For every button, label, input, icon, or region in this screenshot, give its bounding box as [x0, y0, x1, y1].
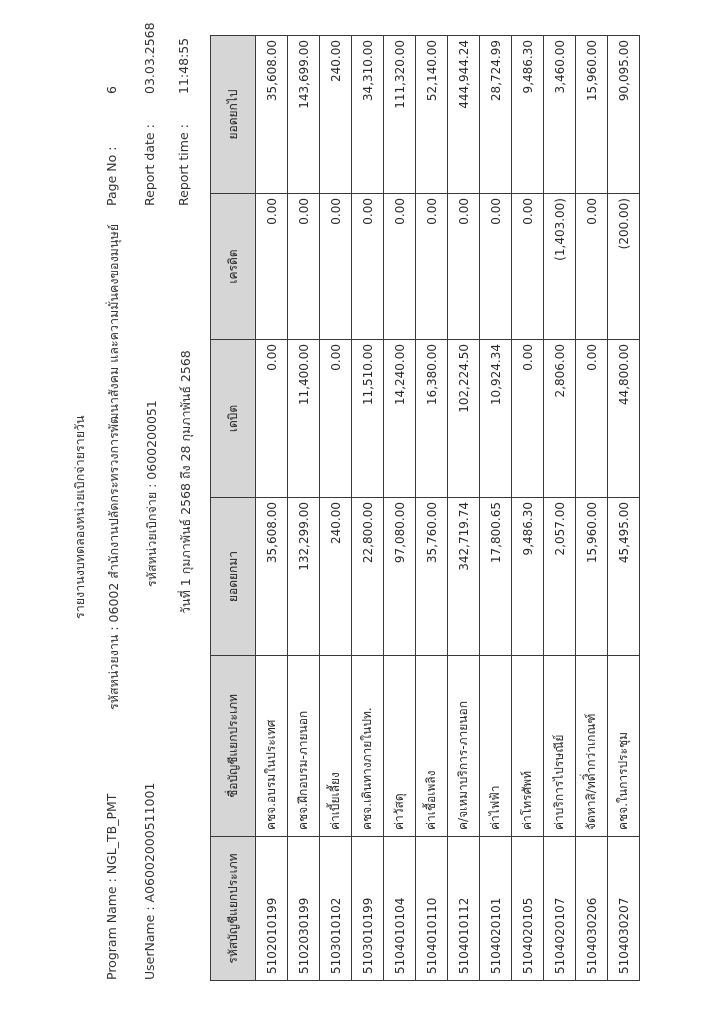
debit-cell: 44,800.00	[608, 340, 640, 498]
page-no-value: 6	[104, 86, 119, 94]
carried-forward-cell: 3,460.00	[544, 36, 576, 194]
account-code-cell: 5103010102	[320, 837, 352, 981]
debit-cell: 11,400.00	[288, 340, 320, 498]
account-name-cell: ค่าเบี้ยเลี้ยง	[320, 656, 352, 837]
brought-forward-cell: 22,800.00	[352, 498, 384, 656]
account-name-cell: คชจ.ในการประชุม	[608, 656, 640, 837]
account-code-cell: 5104010110	[416, 837, 448, 981]
page-no-label: Page No :	[104, 146, 119, 206]
brought-forward-cell: 97,080.00	[384, 498, 416, 656]
credit-cell: 0.00	[288, 194, 320, 340]
debit-cell: 2,806.00	[544, 340, 576, 498]
disbursement-unit: รหัสหน่วยเบิกจ่าย : 0600200051	[144, 400, 159, 587]
carried-forward-cell: 444,944.24	[448, 36, 480, 194]
table-row	[320, 36, 352, 981]
credit-cell: 0.00	[416, 194, 448, 340]
column-header-credit: เครดิต	[211, 194, 256, 340]
account-name-cell: ค่าไฟฟ้า	[480, 656, 512, 837]
account-code-cell: 5104030207	[608, 837, 640, 981]
brought-forward-cell: 35,608.00	[256, 498, 288, 656]
carried-forward-cell: 28,724.99	[480, 36, 512, 194]
credit-cell: 0.00	[256, 194, 288, 340]
brought-forward-cell: 35,760.00	[416, 498, 448, 656]
debit-cell: 0.00	[256, 340, 288, 498]
report-date-value: 03.03.2568	[142, 22, 157, 94]
brought-forward-cell: 15,960.00	[576, 498, 608, 656]
brought-forward-cell: 342,719.74	[448, 498, 480, 656]
trial-balance-table	[210, 35, 640, 981]
carried-forward-cell: 90,095.00	[608, 36, 640, 194]
credit-cell: (1,403.00)	[544, 194, 576, 340]
account-name-cell: คชจ.ฝึกอบรม-ภายนอก	[288, 656, 320, 837]
report-time-label: Report time :	[176, 124, 191, 206]
credit-cell: (200.00)	[608, 194, 640, 340]
table-row	[608, 36, 640, 981]
account-name-cell: ค่าเชื้อเพลิง	[416, 656, 448, 837]
report-date-label: Report date :	[142, 124, 157, 206]
account-code-cell: 5102010199	[256, 837, 288, 981]
report-title: รายงานงบทดลองหน่วยเบิกจ่ายรายวัน	[72, 415, 87, 619]
debit-cell: 16,380.00	[416, 340, 448, 498]
table-row	[544, 36, 576, 981]
account-name-cell: ค/จเหมาบริการ-ภายนอก	[448, 656, 480, 837]
debit-cell: 0.00	[320, 340, 352, 498]
table-row	[512, 36, 544, 981]
account-name-cell: ค่าโทรศัพท์	[512, 656, 544, 837]
debit-cell: 0.00	[512, 340, 544, 498]
carried-forward-cell: 34,310.00	[352, 36, 384, 194]
debit-cell: 0.00	[576, 340, 608, 498]
carried-forward-cell: 143,699.00	[288, 36, 320, 194]
agency-code: รหัสหน่วยงาน : 06002 สำนักงานปลัดกระทรวงการพัฒนาสังคม และความมั่นคงของมนุษย์	[106, 223, 121, 710]
account-code-cell: 5104020105	[512, 837, 544, 981]
column-header-account-name: ชื่อบัญชีแยกประเภท	[211, 656, 256, 837]
report-time-value: 11:48:55	[176, 37, 191, 94]
report-period: วันที่ 1 กุมภาพันธ์ 2568 ถึง 28 กุมภาพันธ์ 2568	[178, 350, 193, 614]
table-row	[352, 36, 384, 981]
brought-forward-cell: 240.00	[320, 498, 352, 656]
carried-forward-cell: 9,486.30	[512, 36, 544, 194]
program-name: Program Name : NGL_TB_PMT	[104, 793, 119, 980]
account-code-cell: 5104030206	[576, 837, 608, 981]
credit-cell: 0.00	[480, 194, 512, 340]
credit-cell: 0.00	[352, 194, 384, 340]
debit-cell: 14,240.00	[384, 340, 416, 498]
carried-forward-cell: 15,960.00	[576, 36, 608, 194]
debit-cell: 102,224.50	[448, 340, 480, 498]
account-code-cell: 5102030199	[288, 837, 320, 981]
brought-forward-cell: 132,299.00	[288, 498, 320, 656]
debit-cell: 11,510.00	[352, 340, 384, 498]
account-code-cell: 5103010199	[352, 837, 384, 981]
account-code-cell: 5104010112	[448, 837, 480, 981]
credit-cell: 0.00	[384, 194, 416, 340]
brought-forward-cell: 17,800.65	[480, 498, 512, 656]
brought-forward-cell: 9,486.30	[512, 498, 544, 656]
table-row	[416, 36, 448, 981]
carried-forward-cell: 35,608.00	[256, 36, 288, 194]
table-row	[576, 36, 608, 981]
account-name-cell: ค่าบริการไปรษณีย์	[544, 656, 576, 837]
column-header-account-code: รหัสบัญชีแยกประเภท	[211, 837, 256, 981]
debit-cell: 10,924.34	[480, 340, 512, 498]
account-name-cell: จัดหาสิ/ทดิ่ำกว่าเกณฑ์	[576, 656, 608, 837]
credit-cell: 0.00	[448, 194, 480, 340]
brought-forward-cell: 45,495.00	[608, 498, 640, 656]
account-name-cell: คชจ.อบรมในประเทศ	[256, 656, 288, 837]
table-header-row	[211, 36, 256, 981]
table-row	[480, 36, 512, 981]
table-row	[288, 36, 320, 981]
carried-forward-cell: 52,140.00	[416, 36, 448, 194]
credit-cell: 0.00	[576, 194, 608, 340]
table-row	[448, 36, 480, 981]
brought-forward-cell: 2,057.00	[544, 498, 576, 656]
credit-cell: 0.00	[512, 194, 544, 340]
table-row	[256, 36, 288, 981]
credit-cell: 0.00	[320, 194, 352, 340]
carried-forward-cell: 111,320.00	[384, 36, 416, 194]
column-header-brought-forward: ยอดยกมา	[211, 498, 256, 656]
account-name-cell: ค่าวัสดุ	[384, 656, 416, 837]
account-code-cell: 5104020101	[480, 837, 512, 981]
carried-forward-cell: 240.00	[320, 36, 352, 194]
account-code-cell: 5104020107	[544, 837, 576, 981]
username: UserName : A0600200051100‌1	[142, 782, 157, 980]
column-header-debit: เดบิต	[211, 340, 256, 498]
account-name-cell: คชจ.เดินทางภายในปท.	[352, 656, 384, 837]
table-row	[384, 36, 416, 981]
column-header-carried-forward: ยอดยกไป	[211, 36, 256, 194]
account-code-cell: 5104010104	[384, 837, 416, 981]
